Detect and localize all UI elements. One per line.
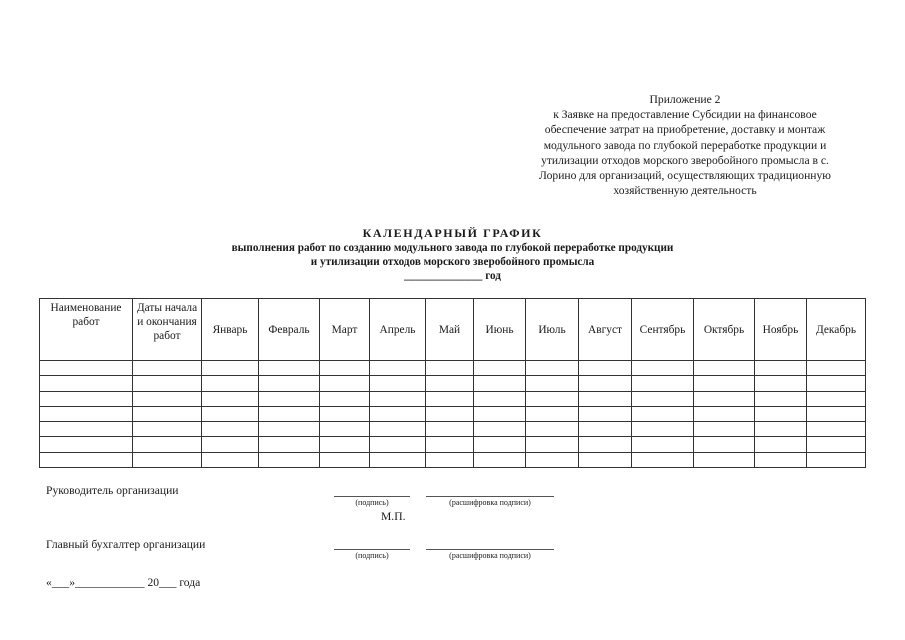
- appendix-line: Лорино для организаций, осуществляющих традиционную: [539, 169, 831, 183]
- head-signature-line: [334, 496, 410, 497]
- header-work-name: Наименование работ: [40, 299, 133, 361]
- table-cell: [426, 406, 474, 421]
- table-row: [40, 437, 866, 452]
- header-month-may: Май: [426, 299, 474, 361]
- table-cell: [694, 437, 755, 452]
- title-line-2: и утилизации отходов морского зверобойного промысла: [310, 256, 595, 268]
- head-decoding-caption: (расшифровка подписи): [449, 498, 531, 507]
- table-cell: [474, 406, 526, 421]
- table-cell: [632, 391, 694, 406]
- table-cell: [632, 452, 694, 467]
- table-cell: [694, 406, 755, 421]
- table-cell: [40, 391, 133, 406]
- table-cell: [133, 376, 202, 391]
- table-cell: [579, 437, 632, 452]
- table-cell: [755, 422, 807, 437]
- table-cell: [202, 391, 259, 406]
- table-cell: [474, 376, 526, 391]
- table-cell: [426, 361, 474, 376]
- table-cell: [579, 361, 632, 376]
- table-cell: [694, 391, 755, 406]
- table-row: [40, 376, 866, 391]
- header-month-october: Октябрь: [694, 299, 755, 361]
- table-row: [40, 406, 866, 421]
- title-year-line: ______________ год: [404, 270, 501, 282]
- table-cell: [632, 437, 694, 452]
- table-cell: [40, 422, 133, 437]
- table-cell: [632, 422, 694, 437]
- table-cell: [259, 406, 320, 421]
- table-cell: [579, 376, 632, 391]
- table-cell: [202, 406, 259, 421]
- table-row: [40, 452, 866, 467]
- table-cell: [807, 437, 866, 452]
- date-line: «___»____________ 20___ года: [46, 576, 201, 589]
- appendix-line: к Заявке на предоставление Субсидии на финансовое: [553, 108, 817, 122]
- table-cell: [320, 422, 370, 437]
- table-cell: [694, 361, 755, 376]
- table-cell: [133, 391, 202, 406]
- schedule-table: [39, 298, 866, 468]
- table-cell: [259, 391, 320, 406]
- header-month-december: Декабрь: [807, 299, 866, 361]
- header-month-november: Ноябрь: [755, 299, 807, 361]
- table-cell: [426, 437, 474, 452]
- table-cell: [40, 437, 133, 452]
- table-cell: [370, 406, 426, 421]
- table-cell: [40, 361, 133, 376]
- table-cell: [807, 361, 866, 376]
- table-cell: [40, 406, 133, 421]
- table-cell: [579, 452, 632, 467]
- head-signature-caption: (подпись): [355, 498, 389, 507]
- table-cell: [526, 437, 579, 452]
- table-cell: [807, 391, 866, 406]
- table-cell: [807, 422, 866, 437]
- appendix-line: обеспечение затрат на приобретение, доставку и монтаж: [544, 123, 826, 137]
- header-month-august: Август: [579, 299, 632, 361]
- table-cell: [202, 376, 259, 391]
- table-cell: [632, 376, 694, 391]
- table-cell: [755, 376, 807, 391]
- table-cell: [259, 437, 320, 452]
- table-cell: [474, 422, 526, 437]
- appendix-line: Приложение 2: [649, 93, 721, 106]
- table-cell: [370, 437, 426, 452]
- table-cell: [526, 376, 579, 391]
- table-cell: [370, 361, 426, 376]
- table-cell: [807, 406, 866, 421]
- table-cell: [474, 391, 526, 406]
- table-cell: [694, 452, 755, 467]
- table-cell: [370, 376, 426, 391]
- title-main: КАЛЕНДАРНЫЙ ГРАФИК: [362, 226, 543, 240]
- table-cell: [320, 376, 370, 391]
- table-cell: [40, 376, 133, 391]
- table-cell: [133, 361, 202, 376]
- accountant-signature-caption: (подпись): [355, 551, 389, 560]
- table-cell: [370, 422, 426, 437]
- header-month-september: Сентябрь: [632, 299, 694, 361]
- table-cell: [694, 376, 755, 391]
- table-row: [40, 361, 866, 376]
- title-line-1: выполнения работ по созданию модульного завода по глубокой переработке продукции: [231, 242, 674, 254]
- appendix-line: модульного завода по глубокой переработке продукции и: [543, 138, 827, 152]
- header-month-april: Апрель: [370, 299, 426, 361]
- table-cell: [807, 376, 866, 391]
- header-month-january: Январь: [202, 299, 259, 361]
- table-cell: [579, 406, 632, 421]
- table-header-row: [40, 299, 866, 361]
- stamp-place: М.П.: [381, 510, 406, 523]
- table-cell: [526, 391, 579, 406]
- header-dates: Даты начала и окончания работ: [133, 299, 202, 361]
- table-cell: [202, 452, 259, 467]
- table-cell: [320, 452, 370, 467]
- table-cell: [579, 391, 632, 406]
- table-cell: [320, 406, 370, 421]
- table-cell: [320, 391, 370, 406]
- table-cell: [259, 376, 320, 391]
- schedule-body: [40, 361, 866, 468]
- document-title: [150, 226, 755, 283]
- appendix-note: [505, 92, 865, 198]
- head-decoding-line: [426, 496, 554, 497]
- table-cell: [320, 437, 370, 452]
- header-month-february: Февраль: [259, 299, 320, 361]
- table-cell: [474, 437, 526, 452]
- table-row: [40, 391, 866, 406]
- table-cell: [259, 452, 320, 467]
- table-cell: [133, 406, 202, 421]
- table-cell: [320, 361, 370, 376]
- table-cell: [755, 361, 807, 376]
- table-cell: [370, 452, 426, 467]
- table-cell: [426, 376, 474, 391]
- table-cell: [632, 361, 694, 376]
- table-cell: [526, 422, 579, 437]
- appendix-line: утилизации отходов морского зверобойного промысла в с.: [541, 153, 829, 167]
- table-cell: [370, 391, 426, 406]
- head-of-organization-label: Руководитель организации: [46, 484, 179, 497]
- table-cell: [133, 422, 202, 437]
- table-cell: [202, 437, 259, 452]
- table-cell: [133, 452, 202, 467]
- table-cell: [202, 361, 259, 376]
- table-cell: [755, 391, 807, 406]
- table-cell: [694, 422, 755, 437]
- table-cell: [755, 437, 807, 452]
- table-cell: [755, 406, 807, 421]
- table-cell: [579, 422, 632, 437]
- table-cell: [632, 406, 694, 421]
- table-cell: [807, 452, 866, 467]
- table-cell: [474, 452, 526, 467]
- table-cell: [426, 391, 474, 406]
- table-cell: [259, 422, 320, 437]
- table-cell: [526, 361, 579, 376]
- accountant-decoding-line: [426, 549, 554, 550]
- table-cell: [526, 406, 579, 421]
- header-month-july: Июль: [526, 299, 579, 361]
- table-cell: [755, 452, 807, 467]
- accountant-decoding-caption: (расшифровка подписи): [449, 551, 531, 560]
- table-row: [40, 422, 866, 437]
- appendix-line: хозяйственную деятельность: [613, 184, 757, 198]
- table-cell: [474, 361, 526, 376]
- table-cell: [40, 452, 133, 467]
- chief-accountant-label: Главный бухгалтер организации: [46, 538, 206, 551]
- table-cell: [526, 452, 579, 467]
- table-cell: [133, 437, 202, 452]
- accountant-signature-line: [334, 549, 410, 550]
- header-month-june: Июнь: [474, 299, 526, 361]
- header-month-march: Март: [320, 299, 370, 361]
- table-cell: [259, 361, 320, 376]
- table-cell: [426, 422, 474, 437]
- table-cell: [202, 422, 259, 437]
- table-cell: [426, 452, 474, 467]
